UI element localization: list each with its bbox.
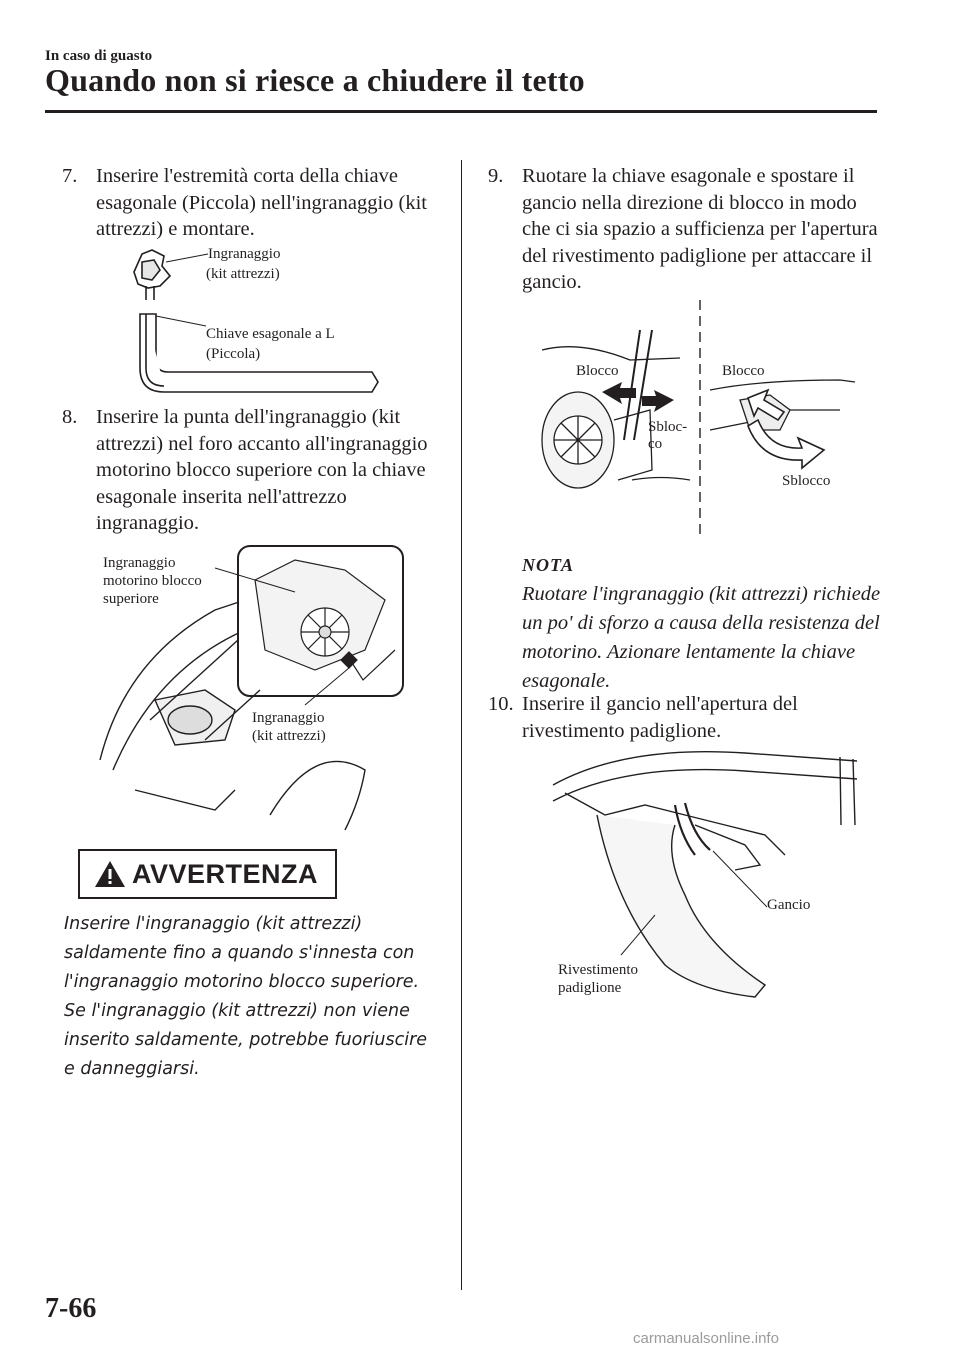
column-divider bbox=[461, 160, 462, 1290]
step-text: Inserire la punta dell'ingranaggio (kit attrezzi) nel foro accanto all'ingranaggio motorino blocco superiore con la chiave esagonale inserita nell'attrezzo ingranaggio. bbox=[96, 406, 428, 534]
label-unlock-right: Sblocco bbox=[782, 473, 831, 489]
page-title: Quando non si riesce a chiudere il tetto bbox=[45, 62, 585, 98]
step-9 bbox=[488, 163, 883, 296]
label-hook: Gancio bbox=[767, 897, 811, 913]
header-rule bbox=[45, 110, 877, 113]
section-label: In caso di guasto bbox=[45, 48, 153, 64]
step-7 bbox=[62, 163, 452, 243]
warning-text: Inserire l'ingranaggio (kit attrezzi) saldamente fino a quando s'innesta con l'ingranaggio motorino blocco superiore. Se l'ingranaggio (kit attrezzi) non viene inserito saldamente, potrebbe fuoriuscire e danneggiarsi. bbox=[64, 914, 428, 1079]
note-title: NOTA bbox=[522, 555, 575, 575]
page-number: 7-66 bbox=[45, 1293, 97, 1324]
arrow-lock-left-icon bbox=[602, 382, 636, 404]
figure-motor-gear bbox=[95, 540, 415, 830]
arrow-unlock-left-icon bbox=[642, 390, 674, 412]
label-tool-gear-kit: (kit attrezzi) bbox=[252, 728, 326, 744]
label-motor-gear: Ingranaggio bbox=[103, 555, 176, 571]
step-number: 7. bbox=[62, 165, 78, 187]
warning-title: AVVERTENZA bbox=[132, 858, 319, 889]
step-number: 8. bbox=[62, 406, 78, 428]
step-number: 10. bbox=[488, 693, 514, 715]
label-gear-kit: (kit attrezzi) bbox=[206, 266, 280, 282]
figure-lock-unlock bbox=[540, 300, 860, 535]
label-trim-2: padiglione bbox=[558, 980, 622, 996]
arrow-unlock-right-icon bbox=[748, 420, 824, 468]
footer-watermark: carmanualsonline.info bbox=[633, 1330, 779, 1347]
step-number: 9. bbox=[488, 165, 504, 187]
figure-hook-trim bbox=[545, 745, 860, 1005]
figure-gear-and-key bbox=[120, 240, 390, 400]
label-gear: Ingranaggio bbox=[208, 246, 281, 262]
label-trim: Rivestimento bbox=[558, 962, 638, 978]
label-unlock-left: Sbloc- bbox=[648, 419, 688, 435]
label-lock-left: Blocco bbox=[576, 363, 619, 379]
label-unlock-left-2: co bbox=[648, 436, 663, 452]
label-key-small: (Piccola) bbox=[206, 346, 261, 362]
label-tool-gear: Ingranaggio bbox=[252, 710, 325, 726]
note-text: Ruotare l'ingranaggio (kit attrezzi) richiede un po' di sforzo a causa della resistenza del motorino. Azionare lentamente la chiave esagonale. bbox=[522, 583, 881, 692]
label-motor-gear-3: superiore bbox=[103, 591, 159, 607]
step-text: Inserire l'estremità corta della chiave esagonale (Piccola) nell'ingranaggio (kit attrezzi) e montare. bbox=[96, 165, 428, 240]
step-text: Inserire il gancio nell'apertura del rivestimento padiglione. bbox=[522, 693, 798, 742]
step-8 bbox=[62, 404, 452, 537]
step-10 bbox=[488, 691, 883, 744]
label-key: Chiave esagonale a L bbox=[206, 326, 335, 342]
gear-tool-icon bbox=[134, 250, 170, 300]
label-lock-right: Blocco bbox=[722, 363, 765, 379]
step-text: Ruotare la chiave esagonale e spostare il gancio nella direzione di blocco in modo che ci sia spazio a sufficienza per l'apertura del rivestimento padiglione per attaccare il gancio. bbox=[522, 165, 878, 293]
warning-triangle-icon bbox=[94, 860, 126, 888]
label-motor-gear-2: motorino blocco bbox=[103, 573, 202, 589]
warning-banner bbox=[78, 849, 337, 899]
